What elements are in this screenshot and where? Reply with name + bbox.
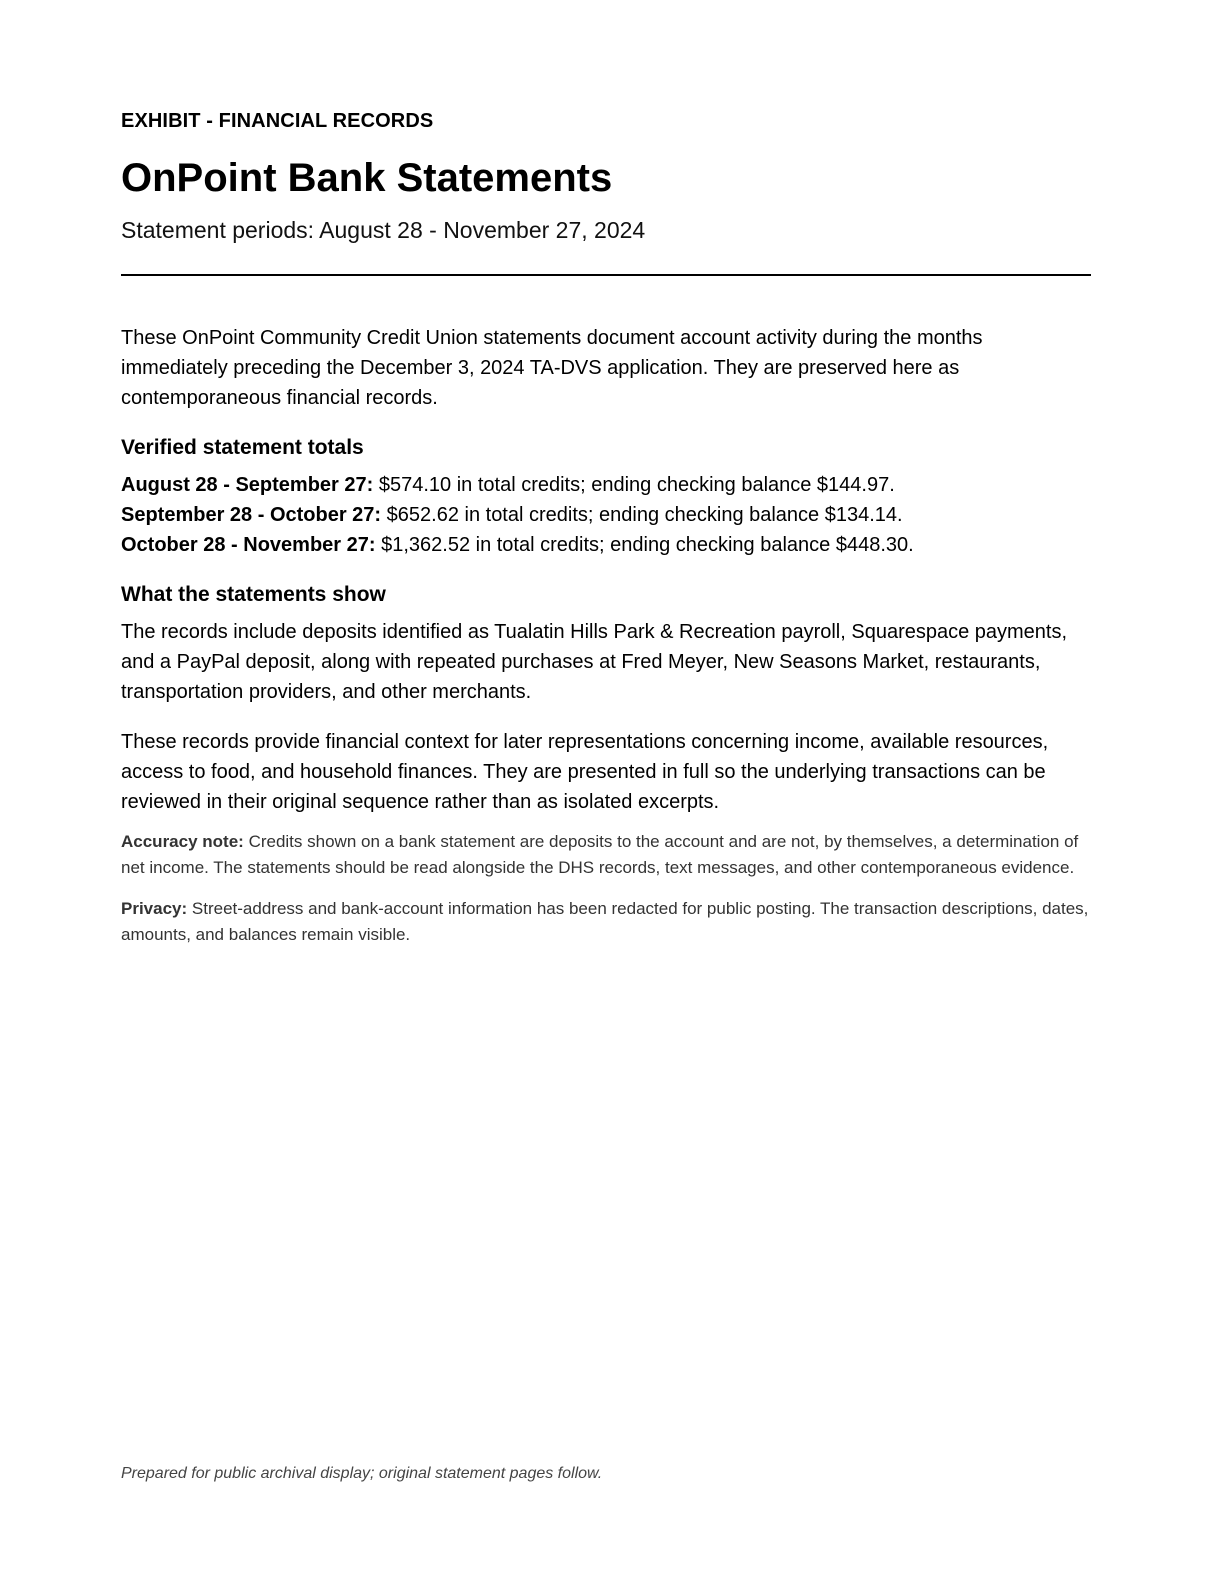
statement-period-label: October 28 - November 27: [121, 534, 376, 556]
statement-periods-subtitle: Statement periods: August 28 - November 27, 2024 [121, 217, 646, 243]
records-description-paragraph: The records include deposits identified as Tualatin Hills Park & Recreation payroll, Squarespace payments, and a PayPal deposit, along with repeated purchases at Fred Meyer, New Seasons Market, restaurants, transportation providers, and other merchants. [121, 621, 1068, 703]
header-divider [121, 274, 1091, 276]
archival-footer-note: Prepared for public archival display; original statement pages follow. [121, 1465, 603, 1482]
statements-show-heading: What the statements show [121, 583, 386, 606]
records-context-paragraph: These records provide financial context for later representations concerning income, available resources, access to food, and household finances. They are presented in full so the underlying transactions can be reviewed in their original sequence rather than as isolated excerpts. [121, 731, 1049, 813]
statement-total-detail: $1,362.52 in total credits; ending checking balance $448.30. [381, 534, 914, 556]
statement-total-item [121, 530, 1091, 560]
statement-total-detail: $652.62 in total credits; ending checking balance $134.14. [386, 504, 903, 526]
privacy-note-text: Street-address and bank-account information has been redacted for public posting. The transaction descriptions, dates, amounts, and balances remain visible. [121, 899, 1089, 944]
document-page [121, 0, 1091, 1584]
exhibit-label: EXHIBIT - FINANCIAL RECORDS [121, 110, 434, 132]
statement-total-detail: $574.10 in total credits; ending checking balance $144.97. [378, 474, 895, 496]
statement-totals-list [121, 470, 1091, 560]
statement-period-label: September 28 - October 27: [121, 504, 382, 526]
privacy-note [121, 896, 1091, 948]
accuracy-note [121, 829, 1091, 881]
totals-heading: Verified statement totals [121, 436, 364, 459]
statement-period-label: August 28 - September 27: [121, 474, 374, 496]
page-title: OnPoint Bank Statements [121, 156, 613, 200]
statement-total-item [121, 470, 1091, 500]
statement-total-item [121, 500, 1091, 530]
accuracy-note-label: Accuracy note: [121, 832, 244, 851]
intro-paragraph: These OnPoint Community Credit Union statements document account activity during the months immediately preceding the December 3, 2024 TA-DVS application. They are preserved here as contemporaneous financial records. [121, 327, 983, 409]
privacy-note-label: Privacy: [121, 899, 188, 918]
accuracy-note-text: Credits shown on a bank statement are deposits to the account and are not, by themselves, a determination of net income. The statements should be read alongside the DHS records, text messages, and other contemporaneous evidence. [121, 832, 1079, 877]
document-body [121, 323, 1091, 948]
